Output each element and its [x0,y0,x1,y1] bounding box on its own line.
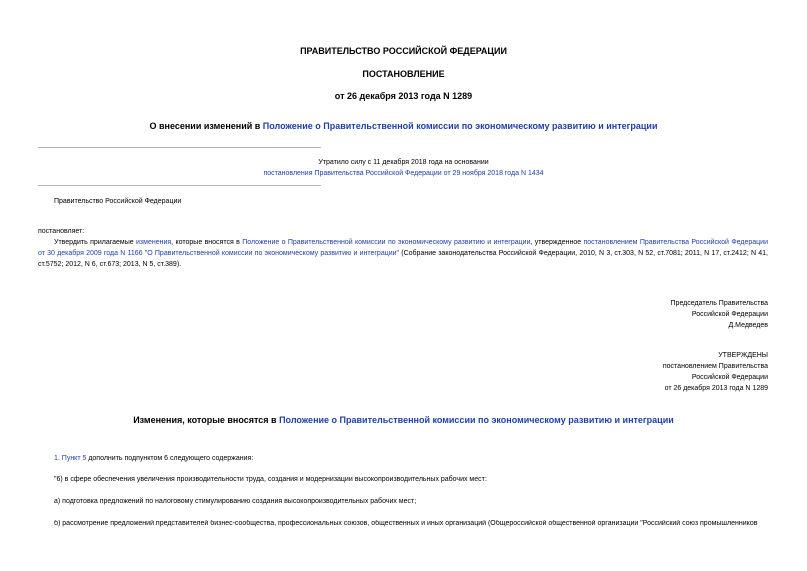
document-type-heading: ПОСТАНОВЛЕНИЕ [362,69,445,79]
approved-line1: постановлением Правительства [662,363,768,370]
government-heading: ПРАВИТЕЛЬСТВО РОССИЙСКОЙ ФЕДЕРАЦИИ [300,46,507,56]
item-1-link[interactable]: 1. Пункт 5 [54,455,87,462]
approved-line2: Российской Федерации [691,374,768,381]
item-1 [54,455,253,462]
p1-text-d: (Собрание законодательства Российской Федерации, 2010, N 3, ст.303, N 52, ст.7081; 2011, N 17, ст.2412; N 41, ст.5752; 2012, N 6, ст.673; 2013, N 5, ст.389). [38,250,768,268]
title-prefix: О внесении изменений в [149,121,263,131]
item-b: б) рассмотрение предложений представителей бизнес-сообщества, профессиональных союзов, общественных и иных организаций (Общероссийской общественной организации "Российский союз промышленников [54,520,758,527]
approved-line3: от 26 декабря 2013 года N 1289 [664,385,768,392]
signature-country: Российской Федерации [691,311,768,318]
p1-text-b: , которые вносятся в [171,239,243,246]
p1-text-c: , утвержденное [530,239,584,246]
divider-top [38,147,321,148]
status-repeal-link[interactable]: постановления Правительства Российской Федерации от 29 ноября 2018 года N 1434 [263,170,544,177]
changes-link[interactable]: изменения [136,239,172,246]
item-a: а) подготовка предложений по налоговому стимулированию создания высокопроизводительных рабочих мест; [54,498,417,505]
item-1-text: дополнить подпунктом 6 следующего содержания: [86,455,254,462]
divider-bottom [38,185,321,186]
regulation-link[interactable]: Положение о Правительственной комиссии по экономическому развитию и интеграции [242,239,531,246]
p1-text-a: Утвердить прилагаемые [54,239,137,246]
document-title [0,121,807,131]
status-line: Утратило силу с 11 декабря 2018 года на основании [318,159,489,166]
signature-position: Председатель Правительства [670,300,768,307]
signature-name: Д.Медведев [728,322,768,329]
decree-1166-link[interactable]: постановлением Правительства Российской Федерации от 30 декабря 2009 года N 1166 "О Правительственной комиссии по экономическому развитию и интеграции" [38,239,768,257]
changes-title [0,415,807,425]
title-regulation-link[interactable]: Положение о Правительственной комиссии по экономическому развитию и интеграции [262,121,658,131]
decides-text: постановляет: [38,228,85,235]
resolution-paragraph [38,237,768,270]
changes-title-prefix: Изменения, которые вносятся в [133,415,280,425]
document-date-number: от 26 декабря 2013 года N 1289 [334,91,473,101]
item-1-quote: "6) в сфере обеспечения увеличения производительности труда, создания и модернизации высокопроизводительных рабочих мест: [54,476,487,483]
changes-title-link[interactable]: Положение о Правительственной комиссии по экономическому развитию и интеграции [279,415,674,425]
approved-label: УТВЕРЖДЕНЫ [718,352,768,359]
subject-text: Правительство Российской Федерации [54,198,182,205]
